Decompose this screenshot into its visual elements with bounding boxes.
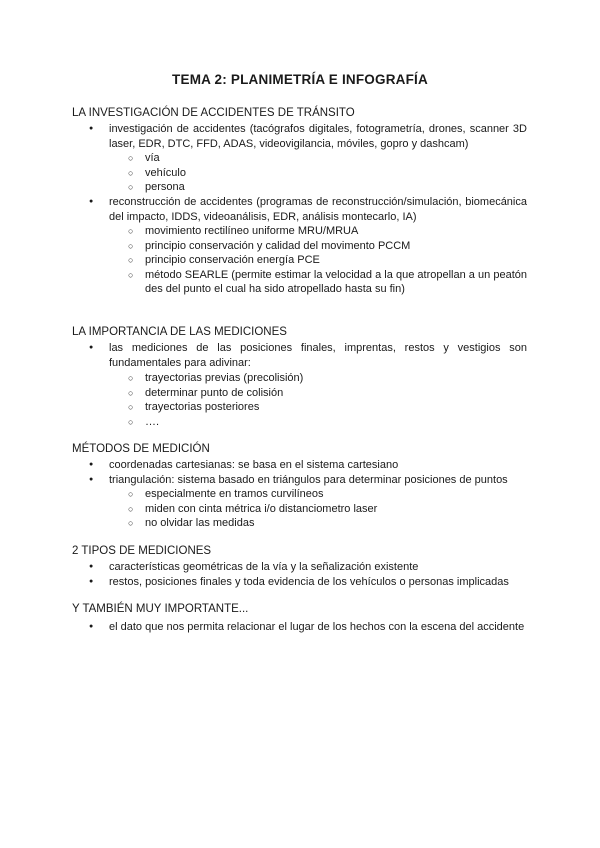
sub-bullet-item: ○ vía xyxy=(145,151,527,166)
section-heading: MÉTODOS DE MEDICIÓN xyxy=(72,443,210,455)
sub-bullet-item: ○ especialmente en tramos curvilíneos xyxy=(145,487,527,502)
bullet-item: ● investigación de accidentes (tacógrafos digitales, fotogrametría, drones, scanner 3D laser, EDR, DTC, FFD, ADAS, videovigilancia, móviles, gopro y dashcam) xyxy=(109,122,527,151)
section-heading: Y TAMBIÉN MUY IMPORTANTE... xyxy=(72,603,249,615)
sub-bullet-item: ○ no olvidar las medidas xyxy=(145,516,527,531)
section-heading: LA INVESTIGACIÓN DE ACCIDENTES DE TRÁNSITO xyxy=(72,107,355,119)
bullet-item: ● el dato que nos permita relacionar el lugar de los hechos con la escena del accidente xyxy=(109,620,527,635)
sub-bullet-item: ○ …. xyxy=(145,415,527,430)
sub-bullet-item: ○ movimiento rectilíneo uniforme MRU/MRUA xyxy=(145,224,527,239)
bullet-item: ● restos, posiciones finales y toda evidencia de los vehículos o personas implicadas xyxy=(109,575,527,590)
sub-bullet-item: ○ persona xyxy=(145,180,527,195)
sub-bullet-item: ○ determinar punto de colisión xyxy=(145,386,527,401)
sub-bullet-item: ○ método SEARLE (permite estimar la velocidad a la que atropellan a un peatón des del punto el cual ha sido atropellado hasta su fin) xyxy=(145,268,527,297)
sub-bullet-item: ○ principio conservación energía PCE xyxy=(145,253,527,268)
bullet-item: ● características geométricas de la vía y la señalización existente xyxy=(109,560,527,575)
sub-bullet-item: ○ principio conservación y calidad del movimento PCCM xyxy=(145,239,527,254)
sub-bullet-item: ○ trayectorias previas (precolisión) xyxy=(145,371,527,386)
bullet-item: ● triangulación: sistema basado en triángulos para determinar posiciones de puntos xyxy=(109,473,527,488)
bullet-item: ● coordenadas cartesianas: se basa en el sistema cartesiano xyxy=(109,458,527,473)
section-heading: 2 TIPOS DE MEDICIONES xyxy=(72,545,212,557)
sub-bullet-item: ○ vehículo xyxy=(145,166,527,181)
bullet-item: ● las mediciones de las posiciones finales, imprentas, restos y vestigios son fundamentales para adivinar: xyxy=(109,341,527,370)
section-heading: LA IMPORTANCIA DE LAS MEDICIONES xyxy=(72,326,287,338)
bullet-item: ● reconstrucción de accidentes (programas de reconstrucción/simulación, biomecánica del impacto, IDDS, videoanálisis, EDR, análisis montecarlo, IA) xyxy=(109,195,527,224)
sub-bullet-item: ○ trayectorias posteriores xyxy=(145,400,527,415)
page-title: TEMA 2: PLANIMETRÍA E INFOGRAFÍA xyxy=(172,72,428,87)
sub-bullet-item: ○ miden con cinta métrica i/o distanciometro laser xyxy=(145,502,527,517)
